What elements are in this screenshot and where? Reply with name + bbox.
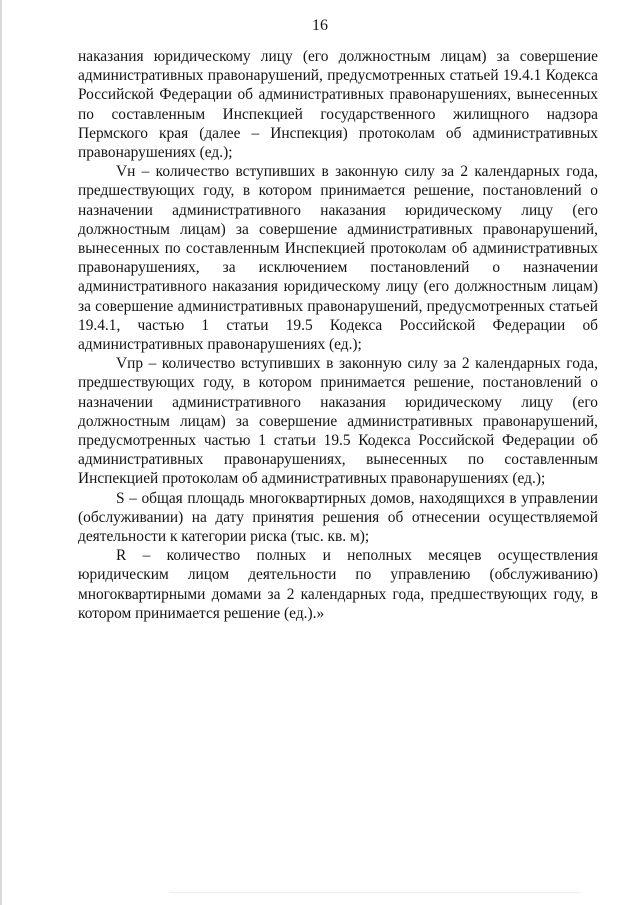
- paragraph-r-definition: R – количество полных и неполных месяцев осуществления юридическим лицом деятельности по управлению (обслуживанию) многоквартирными домами за 2 календарных года, предшествующих году, в котором принимается решение (ед.).»: [78, 547, 598, 622]
- paragraph-continuation: наказания юридическому лицу (его должностным лицам) за совершение административных правонарушений, предусмотренных статьей 19.4.1 Кодекса Российской Федерации об административных правонарушениях, вынесенных по составленным Инспекцией государственного жилищного надзора Пермского края (далее – Инспекция) протоколам об административных правонарушениях (ед.);: [78, 48, 598, 162]
- paragraph-vn-definition: Vн – количество вступивших в законную силу за 2 календарных года, предшествующих году, в котором принимается решение, постановлений о назначении административного наказания юридическому лицу (его должностным лицам) за совершение административных правонарушений, вынесенных по составленным Инспекцией протоколам об административных правонарушениях, за исключением постановлений о назначении административного наказания юридическому лицу (его должностным лицам) за совершение административных правонарушений, предусмотренных статьей 19.4.1, частью 1 статьи 19.5 Кодекса Российской Федерации об административных правонарушениях (ед.);: [78, 163, 598, 354]
- page-number: 16: [312, 17, 328, 34]
- paragraph-vpr-definition: Vпр – количество вступивших в законную силу за 2 календарных года, предшествующих году, в котором принимается решение, постановлений о назначении административного наказания юридическому лицу (его должностным лицам) за совершение административных правонарушений, предусмотренных частью 1 статьи 19.5 Кодекса Российской Федерации об административных правонарушениях, вынесенных по составленным Инспекцией протоколам об административных правонарушениях (ед.);: [78, 355, 598, 488]
- paragraph-s-definition: S – общая площадь многоквартирных домов, находящихся в управлении (обслуживании) на дату принятия решения об отнесении осуществляемой деятельности к категории риска (тыс. кв. м);: [78, 489, 598, 546]
- page-left-edge: [0, 0, 2, 905]
- document-body: [78, 47, 598, 623]
- scan-artifact-line: [170, 892, 580, 893]
